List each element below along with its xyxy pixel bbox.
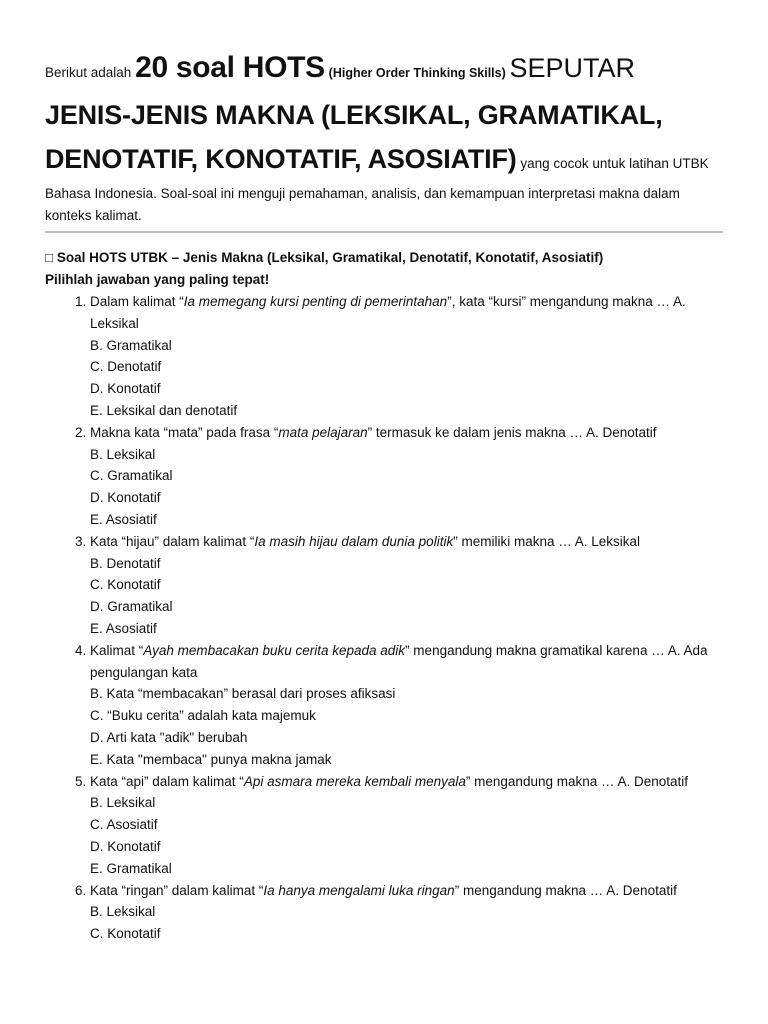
answer-option: D. Konotatif bbox=[90, 490, 161, 506]
question-text-after: ” memiliki makna … A. Leksikal bbox=[453, 533, 641, 549]
horizontal-divider bbox=[45, 231, 723, 233]
intro-tail: yang cocok untuk latihan UTBK bbox=[520, 156, 709, 171]
intro-seputar: SEPUTAR bbox=[509, 53, 636, 83]
intro-description: Bahasa Indonesia. Soal-soal ini menguji pemahaman, analisis, dan kemampuan interpretasi makna dalam konteks kalimat. bbox=[45, 186, 680, 223]
question-text-after: ” mengandung makna gramatikal karena … A. Ada pengulangan kata bbox=[90, 642, 708, 680]
answer-option: D. Arti kata "adik" berubah bbox=[90, 729, 248, 745]
question-text-before: Makna kata “mata” pada frasa “ bbox=[90, 424, 279, 440]
question-stem bbox=[90, 643, 708, 680]
intro-hots-expansion: (Higher Order Thinking Skills) bbox=[328, 66, 506, 80]
answer-option: C. Denotatif bbox=[90, 359, 162, 375]
question-text-before: Kata “api” dalam kalimat “ bbox=[90, 773, 244, 789]
answer-option: D. Gramatikal bbox=[90, 599, 173, 615]
question-text-before: Kalimat “ bbox=[90, 642, 144, 658]
answer-option: D. Konotatif bbox=[90, 381, 161, 397]
question-item bbox=[90, 422, 723, 531]
question-quote: Ayah membacakan buku cerita kepada adik bbox=[143, 642, 406, 658]
question-text-before: Kata “ringan” dalam kalimat “ bbox=[90, 882, 264, 898]
answer-option: E. Gramatikal bbox=[90, 860, 172, 876]
question-stem bbox=[90, 294, 686, 331]
intro-paragraph bbox=[45, 48, 723, 227]
question-stem bbox=[90, 534, 640, 549]
topic-heading-line-1: JENIS-JENIS MAKNA (LEKSIKAL, GRAMATIKAL, bbox=[45, 100, 663, 130]
question-item bbox=[90, 880, 723, 945]
answer-option: B. Gramatikal bbox=[90, 337, 172, 353]
answer-option: E. Kata "membaca" punya makna jamak bbox=[90, 751, 332, 767]
answer-option: B. Leksikal bbox=[90, 904, 156, 920]
answer-option: E. Asosiatif bbox=[90, 620, 157, 636]
topic-heading-line-2: DENOTATIF, KONOTATIF, ASOSIATIF) bbox=[45, 144, 517, 174]
question-text-after: ” mengandung makna … A. Denotatif bbox=[465, 773, 689, 789]
answer-option: E. Leksikal dan denotatif bbox=[90, 402, 238, 418]
question-quote: mata pelajaran bbox=[278, 424, 368, 440]
answer-option: B. Leksikal bbox=[90, 446, 156, 462]
intro-pre: Berikut adalah bbox=[45, 65, 132, 80]
question-item bbox=[90, 771, 723, 880]
question-list bbox=[45, 291, 723, 945]
answer-option: C. Gramatikal bbox=[90, 468, 173, 484]
question-item bbox=[90, 291, 723, 422]
answer-option: C. Konotatif bbox=[90, 926, 161, 942]
question-text-after: ” termasuk ke dalam jenis makna … A. Denotatif bbox=[367, 424, 657, 440]
question-text-after: ”, kata “kursi” mengandung makna … A. Leksikal bbox=[90, 294, 686, 331]
intro-count: 20 soal HOTS bbox=[135, 51, 325, 84]
question-quote: Ia masih hijau dalam dunia politik bbox=[254, 533, 454, 549]
question-quote: Api asmara mereka kembali menyala bbox=[243, 773, 466, 789]
answer-option: C. “Buku cerita” adalah kata majemuk bbox=[90, 708, 316, 724]
answer-option: B. Leksikal bbox=[90, 795, 156, 811]
quiz-title: □ Soal HOTS UTBK – Jenis Makna (Leksikal, Gramatikal, Denotatif, Konotatif, Asosiatif) bbox=[45, 250, 604, 265]
answer-option: B. Kata “membacakan” berasal dari proses afiksasi bbox=[90, 686, 396, 702]
question-text-before: Dalam kalimat “ bbox=[90, 294, 184, 309]
quiz-instruction: Pilihlah jawaban yang paling tepat! bbox=[45, 272, 270, 287]
question-item bbox=[90, 531, 723, 640]
question-stem bbox=[90, 774, 688, 789]
question-text-before: Kata “hijau” dalam kalimat “ bbox=[90, 533, 255, 549]
question-quote: Ia memegang kursi penting di pemerintahan bbox=[183, 294, 448, 309]
question-item bbox=[90, 640, 723, 771]
question-stem bbox=[90, 425, 657, 440]
answer-option: C. Konotatif bbox=[90, 577, 161, 593]
answer-option: C. Asosiatif bbox=[90, 817, 158, 833]
question-quote: Ia hanya mengalami luka ringan bbox=[263, 882, 455, 898]
question-text-after: ” mengandung makna … A. Denotatif bbox=[454, 882, 677, 898]
answer-option: E. Asosiatif bbox=[90, 511, 157, 527]
question-stem bbox=[90, 883, 677, 898]
answer-option: B. Denotatif bbox=[90, 555, 161, 571]
answer-option: D. Konotatif bbox=[90, 838, 161, 854]
